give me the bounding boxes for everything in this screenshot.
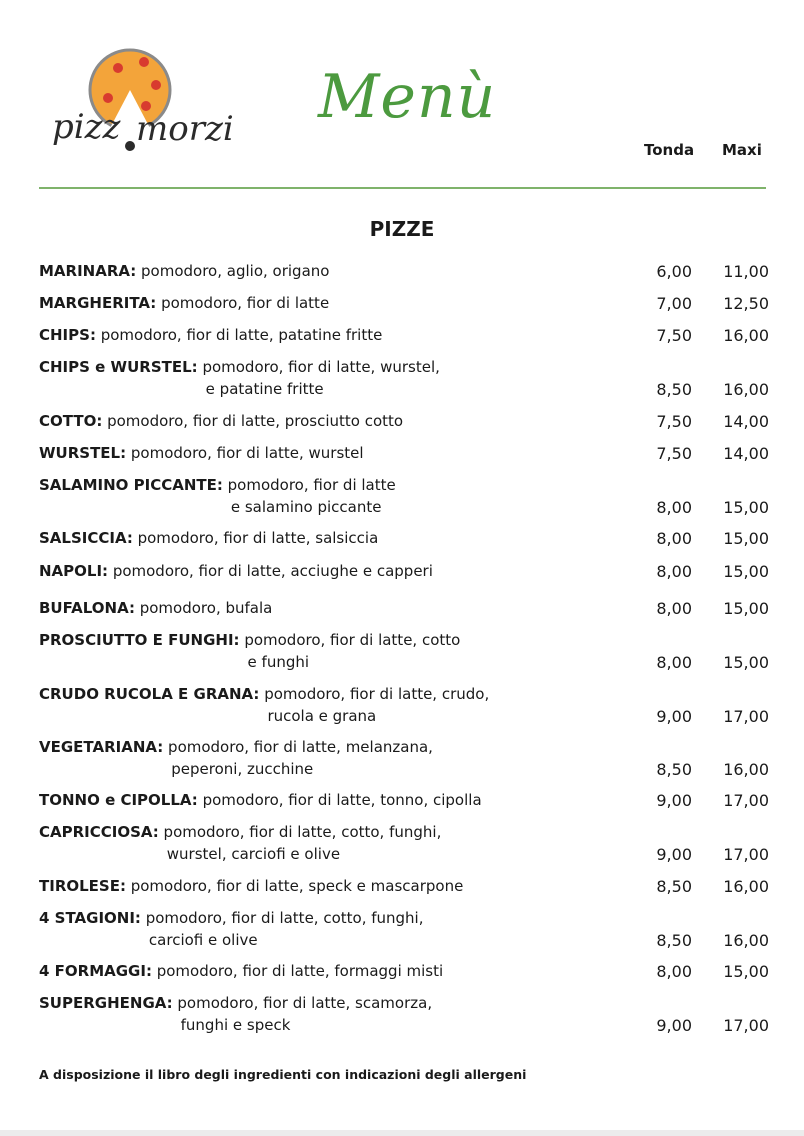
menu-item-line xyxy=(39,529,378,547)
pizza-ingredients: pomodoro, fior di latte, cotto, funghi, xyxy=(158,823,442,841)
column-header-maxi: Maxi xyxy=(722,141,762,159)
price-maxi: 15,00 xyxy=(723,529,769,548)
pizza-ingredients-continued: e patatine fritte xyxy=(205,380,324,398)
pizza-name: CHIPS: xyxy=(39,326,96,344)
pizza-ingredients: pomodoro, fior di latte, crudo, xyxy=(259,685,490,703)
pizza-ingredients: pomodoro, fior di latte, cotto xyxy=(239,631,461,649)
menu-item-line xyxy=(39,476,396,494)
price-tonda: 9,00 xyxy=(656,791,692,810)
pizza-ingredients: pomodoro, fior di latte, wurstel xyxy=(126,444,364,462)
pizza-name: SALSICCIA: xyxy=(39,529,133,547)
menu-item xyxy=(39,992,769,1036)
price-maxi: 16,00 xyxy=(723,326,769,345)
price-tonda: 8,00 xyxy=(656,529,692,548)
menu-item xyxy=(39,821,769,865)
menu-item-line xyxy=(39,791,482,809)
pizza-ingredients: pomodoro, fior di latte, tonno, cipolla xyxy=(197,791,482,809)
pizza-ingredients: pomodoro, aglio, origano xyxy=(136,262,330,280)
price-maxi: 16,00 xyxy=(723,760,769,779)
price-tonda: 8,50 xyxy=(656,931,692,950)
pizza-ingredients: pomodoro, fior di latte, formaggi misti xyxy=(151,962,444,980)
price-tonda: 7,50 xyxy=(656,326,692,345)
pizza-ingredients: pomodoro, fior di latte, patatine fritte xyxy=(95,326,383,344)
menu-item-line xyxy=(39,877,463,895)
logo-text-left: pizz xyxy=(52,107,121,147)
pizza-ingredients: pomodoro, fior di latte, prosciutto cotto xyxy=(102,412,404,430)
menu-item xyxy=(39,474,769,518)
menu-item-line xyxy=(39,294,329,312)
price-tonda: 8,00 xyxy=(656,498,692,517)
price-maxi: 15,00 xyxy=(723,562,769,581)
pizza-ingredients: pomodoro, bufala xyxy=(134,599,273,617)
pizza-ingredients-continued: e salamino piccante xyxy=(230,498,382,516)
menu-item xyxy=(39,527,769,549)
menu-item xyxy=(39,736,769,780)
menu-item xyxy=(39,292,769,314)
price-tonda: 9,00 xyxy=(656,707,692,726)
menu-item xyxy=(39,560,769,582)
pizza-name: MARINARA: xyxy=(39,262,137,280)
menu-item-line xyxy=(39,994,432,1012)
section-heading: PIZZE xyxy=(369,217,435,241)
price-maxi: 12,50 xyxy=(723,294,769,313)
price-tonda: 9,00 xyxy=(656,1016,692,1035)
menu-item xyxy=(39,324,769,346)
pizza-ingredients: pomodoro, fior di latte xyxy=(156,294,330,312)
menu-item-line xyxy=(39,823,441,841)
pizza-ingredients-continued: wurstel, carciofi e olive xyxy=(166,845,341,863)
logo-text-right: morzi xyxy=(136,109,234,149)
pizza-ingredients: pomodoro, fior di latte, wurstel, xyxy=(197,358,440,376)
menu-item-line xyxy=(39,962,443,980)
menu-item xyxy=(39,683,769,727)
pizza-name: COTTO: xyxy=(39,412,103,430)
price-maxi: 15,00 xyxy=(723,962,769,981)
pizza-ingredients-continued: e funghi xyxy=(247,653,310,671)
menu-item-line xyxy=(39,738,433,756)
pizza-name: TONNO e CIPOLLA: xyxy=(39,791,198,809)
pizza-name: WURSTEL: xyxy=(39,444,127,462)
price-maxi: 16,00 xyxy=(723,380,769,399)
price-maxi: 17,00 xyxy=(723,791,769,810)
price-tonda: 8,00 xyxy=(656,562,692,581)
menu-item xyxy=(39,260,769,282)
page-bottom-edge xyxy=(0,1130,804,1136)
pizza-name: CAPRICCIOSA: xyxy=(39,823,159,841)
price-maxi: 15,00 xyxy=(723,599,769,618)
price-tonda: 8,00 xyxy=(656,599,692,618)
price-maxi: 15,00 xyxy=(723,498,769,517)
price-maxi: 15,00 xyxy=(723,653,769,672)
menu-item xyxy=(39,875,769,897)
pizza-name: TIROLESE: xyxy=(39,877,126,895)
menu-item xyxy=(39,410,769,432)
pizza-name: MARGHERITA: xyxy=(39,294,157,312)
pizza-ingredients: pomodoro, fior di latte, salsiccia xyxy=(132,529,379,547)
menu-title: Menù xyxy=(318,62,497,132)
menu-item xyxy=(39,597,769,619)
price-maxi: 14,00 xyxy=(723,444,769,463)
allergen-note: A disposizione il libro degli ingredienti con indicazioni degli allergeni xyxy=(39,1067,527,1082)
menu-item-line xyxy=(39,326,382,344)
pizza-name: BUFALONA: xyxy=(39,599,135,617)
price-maxi: 16,00 xyxy=(723,931,769,950)
pizza-name: SALAMINO PICCANTE: xyxy=(39,476,223,494)
pizza-name: NAPOLI: xyxy=(39,562,109,580)
pizza-name: CHIPS e WURSTEL: xyxy=(39,358,198,376)
pizza-ingredients: pomodoro, fior di latte, melanzana, xyxy=(163,738,433,756)
pizza-name: VEGETARIANA: xyxy=(39,738,164,756)
menu-item-line xyxy=(39,909,424,927)
menu-item xyxy=(39,356,769,400)
price-tonda: 8,50 xyxy=(656,760,692,779)
menu-item xyxy=(39,629,769,673)
pizza-ingredients: pomodoro, fior di latte xyxy=(222,476,396,494)
pizza-ingredients: pomodoro, fior di latte, scamorza, xyxy=(172,994,433,1012)
price-tonda: 8,00 xyxy=(656,962,692,981)
menu-item xyxy=(39,907,769,951)
menu-item-line xyxy=(39,444,364,462)
menu-item-line xyxy=(39,631,460,649)
pizza-ingredients: pomodoro, fior di latte, cotto, funghi, xyxy=(140,909,424,927)
price-tonda: 7,50 xyxy=(656,412,692,431)
menu-item-line xyxy=(39,562,433,580)
pizza-ingredients-continued: rucola e grana xyxy=(267,707,377,725)
price-maxi: 17,00 xyxy=(723,845,769,864)
price-tonda: 6,00 xyxy=(656,262,692,281)
menu-item-line xyxy=(39,358,440,376)
price-tonda: 8,00 xyxy=(656,653,692,672)
price-tonda: 7,50 xyxy=(656,444,692,463)
menu-item xyxy=(39,789,769,811)
pizza-name: CRUDO RUCOLA E GRANA: xyxy=(39,685,260,703)
pizza-name: SUPERGHENGA: xyxy=(39,994,173,1012)
price-tonda: 8,50 xyxy=(656,877,692,896)
price-maxi: 14,00 xyxy=(723,412,769,431)
menu-item-line xyxy=(39,599,272,617)
pizza-ingredients-continued: peperoni, zucchine xyxy=(171,760,314,778)
pizza-name: 4 FORMAGGI: xyxy=(39,962,152,980)
price-tonda: 8,50 xyxy=(656,380,692,399)
pizza-name: PROSCIUTTO E FUNGHI: xyxy=(39,631,240,649)
pizza-name: 4 STAGIONI: xyxy=(39,909,141,927)
column-header-tonda: Tonda xyxy=(644,141,695,159)
price-maxi: 17,00 xyxy=(723,707,769,726)
menu-item-line xyxy=(39,412,403,430)
price-tonda: 9,00 xyxy=(656,845,692,864)
pizza-ingredients-continued: carciofi e olive xyxy=(148,931,258,949)
price-maxi: 11,00 xyxy=(723,262,769,281)
menu-item xyxy=(39,960,769,982)
menu-item-line xyxy=(39,685,489,703)
pizza-ingredients: pomodoro, fior di latte, acciughe e capperi xyxy=(108,562,433,580)
price-tonda: 7,00 xyxy=(656,294,692,313)
menu-item-line xyxy=(39,262,329,280)
price-maxi: 17,00 xyxy=(723,1016,769,1035)
pizza-ingredients: pomodoro, fior di latte, speck e mascarpone xyxy=(125,877,464,895)
pizza-ingredients-continued: funghi e speck xyxy=(180,1016,291,1034)
menu-item xyxy=(39,442,769,464)
price-maxi: 16,00 xyxy=(723,877,769,896)
